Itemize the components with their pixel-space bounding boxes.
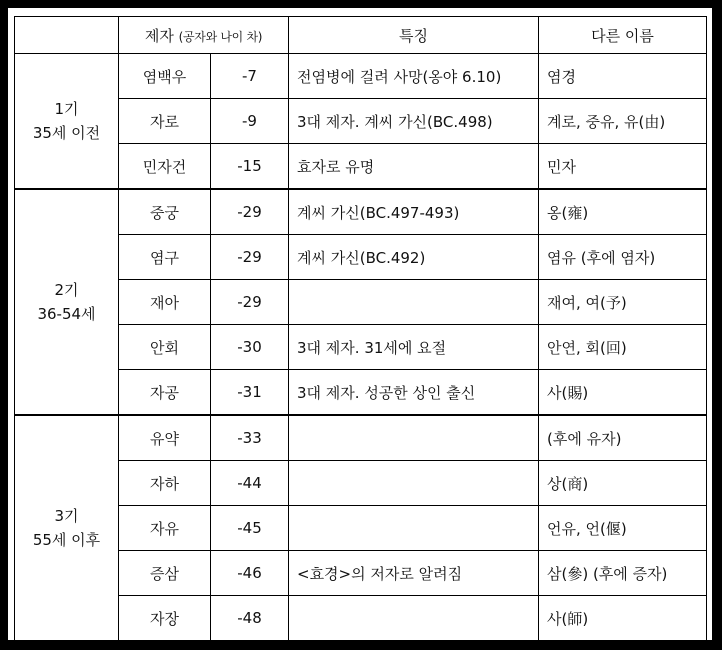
header-other-names: 다른 이름: [539, 17, 707, 54]
period-label-line2: 55세 이후: [32, 531, 101, 549]
other-name-cell: 안연, 회(回): [539, 325, 707, 370]
table-row: [15, 506, 707, 551]
age-gap-cell: -7: [211, 54, 289, 99]
header-features: 특징: [289, 17, 539, 54]
feature-cell: [289, 596, 539, 642]
feature-cell: 계씨 가신(BC.492): [289, 235, 539, 280]
age-gap-cell: -46: [211, 551, 289, 596]
disciple-name-cell: 자하: [119, 461, 211, 506]
feature-cell: 3대 제자. 성공한 상인 출신: [289, 370, 539, 416]
table-row: [15, 461, 707, 506]
table-row: [15, 596, 707, 642]
other-name-cell: 민자: [539, 144, 707, 190]
feature-cell: 계씨 가신(BC.497-493): [289, 189, 539, 235]
age-gap-cell: -48: [211, 596, 289, 642]
table-row: [15, 189, 707, 235]
table-row: [15, 370, 707, 416]
age-gap-cell: -45: [211, 506, 289, 551]
period-label-line2: 35세 이전: [32, 124, 101, 142]
disciple-name-cell: 민자건: [119, 144, 211, 190]
period-cell: [15, 189, 119, 415]
header-age-gap-note: (공자와 나이 차): [178, 29, 263, 44]
age-gap-cell: -44: [211, 461, 289, 506]
period-label-line1: 1기: [54, 100, 79, 118]
age-gap-cell: -30: [211, 325, 289, 370]
feature-cell: 3대 제자. 31세에 요절: [289, 325, 539, 370]
table-header-row: [15, 17, 707, 54]
feature-cell: 3대 제자. 계씨 가신(BC.498): [289, 99, 539, 144]
disciple-name-cell: 재아: [119, 280, 211, 325]
table-row: [15, 54, 707, 99]
table-row: [15, 235, 707, 280]
table-row: [15, 280, 707, 325]
disciple-name-cell: 염백우: [119, 54, 211, 99]
other-name-cell: 재여, 여(予): [539, 280, 707, 325]
document-frame: [8, 8, 712, 640]
disciple-name-cell: 유약: [119, 415, 211, 461]
other-name-cell: 삼(參) (후에 증자): [539, 551, 707, 596]
table-row: [15, 99, 707, 144]
age-gap-cell: -29: [211, 189, 289, 235]
period-cell: [15, 415, 119, 641]
disciple-name-cell: 염구: [119, 235, 211, 280]
header-disciple: [119, 17, 289, 54]
disciple-name-cell: 자유: [119, 506, 211, 551]
feature-cell: 효자로 유명: [289, 144, 539, 190]
age-gap-cell: -31: [211, 370, 289, 416]
disciple-name-cell: 자장: [119, 596, 211, 642]
other-name-cell: 사(賜): [539, 370, 707, 416]
header-disciple-label: 제자: [144, 26, 174, 45]
period-cell: [15, 54, 119, 190]
age-gap-cell: -15: [211, 144, 289, 190]
other-name-cell: (후에 유자): [539, 415, 707, 461]
other-name-cell: 옹(雍): [539, 189, 707, 235]
table-row: [15, 144, 707, 190]
feature-cell: [289, 461, 539, 506]
other-name-cell: 염경: [539, 54, 707, 99]
disciples-table: [14, 16, 707, 642]
other-name-cell: 언유, 언(偃): [539, 506, 707, 551]
feature-cell: [289, 506, 539, 551]
age-gap-cell: -29: [211, 235, 289, 280]
disciple-name-cell: 증삼: [119, 551, 211, 596]
feature-cell: <효경>의 저자로 알려짐: [289, 551, 539, 596]
other-name-cell: 사(師): [539, 596, 707, 642]
feature-cell: [289, 280, 539, 325]
disciple-name-cell: 중궁: [119, 189, 211, 235]
age-gap-cell: -9: [211, 99, 289, 144]
period-label-line1: 2기: [54, 281, 79, 299]
other-name-cell: 계로, 중유, 유(由): [539, 99, 707, 144]
disciple-name-cell: 자공: [119, 370, 211, 416]
disciple-name-cell: 안회: [119, 325, 211, 370]
table-row: [15, 415, 707, 461]
age-gap-cell: -29: [211, 280, 289, 325]
feature-cell: 전염병에 걸려 사망(옹야 6.10): [289, 54, 539, 99]
table-row: [15, 325, 707, 370]
table-row: [15, 551, 707, 596]
age-gap-cell: -33: [211, 415, 289, 461]
period-label-line2: 36-54세: [37, 305, 96, 323]
feature-cell: [289, 415, 539, 461]
disciple-name-cell: 자로: [119, 99, 211, 144]
other-name-cell: 상(商): [539, 461, 707, 506]
period-label-line1: 3기: [54, 507, 79, 525]
header-period-empty: [15, 17, 119, 54]
other-name-cell: 염유 (후에 염자): [539, 235, 707, 280]
